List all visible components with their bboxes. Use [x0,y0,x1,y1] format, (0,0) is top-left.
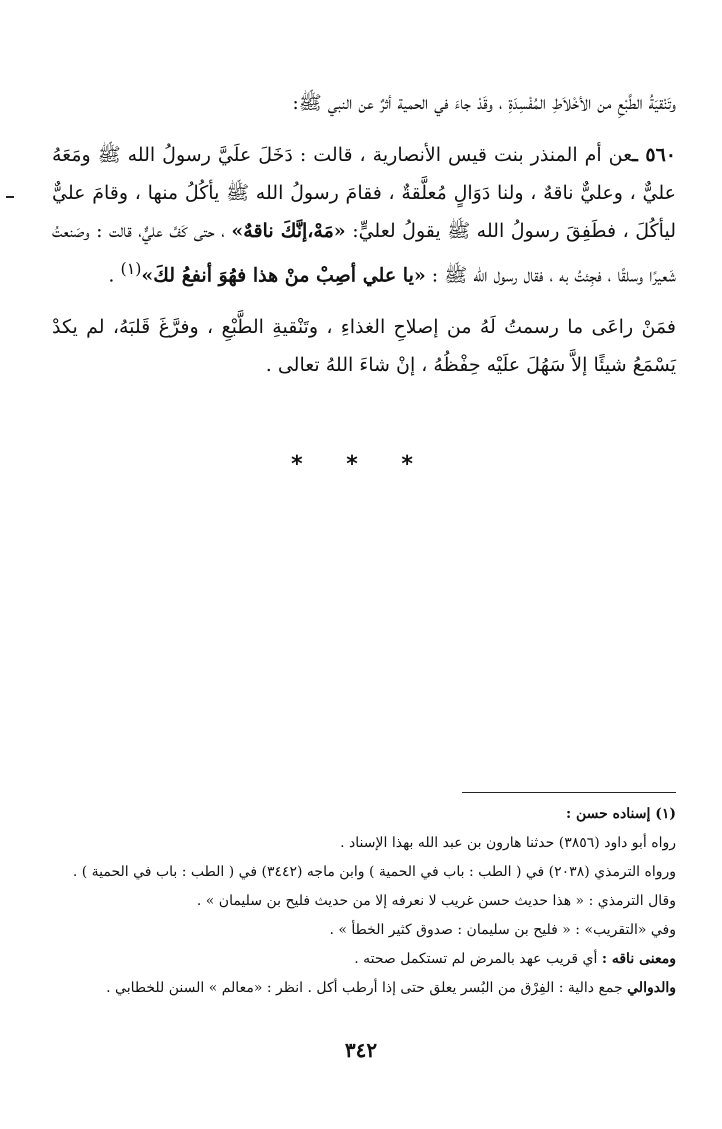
hadith-end: . [108,264,121,287]
margin-mark [6,196,14,198]
hadith-number: ٥٦٠ ـ [632,144,676,166]
meaning-label: ومعنى ناقه : [601,951,676,967]
footnote-heading: (١) إسناده حسن : [565,806,676,822]
page-number: ٣٤٢ [344,1038,378,1062]
hadith-text-2: ، حتى كَفَّ عليٌّ، قالت : وصَنعتُ شَعيرًا وسلقًا ، فجِئتُ به ، فقال رسول الله ﷺ : [52,220,676,287]
closing-text: فمَنْ راعَى ما رسمتُ لَهُ من إصلاحِ الغذاءِ ، وتَنْقيةِ الطَّبْعِ ، وفرَّغَ قَلبَهُ، لم يكدْ يَسْمَعُ شيئًا إلاَّ سَهُلَ علَيْه حِفْظُهُ ، إنْ شاءَ اللهُ تعالى . [52,316,676,377]
intro-text: وتَنْقيَةُ الطَّبْعِ من الأخْلاَطِ المُفْسِدَةِ ، وقَدْ جاءَ في الحمية أثرٌ عن النبي ﷺ: [292,92,676,114]
closing-paragraph [52,308,676,384]
footnote-line: وقال الترمذي : « هذا حديث حسن غريب لا نعرفه إلا من حديث فليح بن سليمان » . [196,893,676,909]
footnotes [52,800,676,1003]
footnote-line: ورواه الترمذي (٢٠٣٨) في ( الطب : باب في الحمية ) وابن ماجه (٣٤٤٢) في ( الطب : باب في الحمية ) . [72,864,676,880]
hadith-quote-2: «يا علي أصِبْ منْ هذا فهُوَ أنفعُ لكَ» [141,264,426,287]
footnote-line: رواه أبو داود (٣٨٥٦) حدثنا هارون بن عبد الله بهذا الإسناد . [340,835,676,851]
main-text [52,84,676,384]
footnote-rule [462,792,676,793]
hadith-quote-1: «مَهْ،إنَّكَ ناقهٌ» [231,220,346,242]
hadith-text: عن أم المنذر بنت قيس الأنصارية ، قالت : دَخَلَ علَيَّ رسولُ الله ﷺ ومَعَهُ عليٌّ ، وعليٌّ ناقهٌ ، ولنا دَوَالٍ مُعلَّقةٌ ، فقامَ رسولُ الله ﷺ يأكُلُ منها ، وقامَ عليٌّ ليأكُلَ ، فطَفِقَ رسولُ الله ﷺ يقولُ لعليٍّ: [52,144,676,242]
meaning-text: أي قريب عهد بالمرض لم تستكمل صحته . [354,951,598,967]
intro-paragraph [52,84,676,122]
dawali-text: جمع دالية : الفِرْق من البُسر يعلق حتى إذا أرطب أكل . انظر : «معالم » السنن للخطابي . [106,980,623,996]
hadith-paragraph [52,136,676,294]
footnote-dawali [52,974,676,1003]
footnote-reference: (١) [120,259,142,278]
dawali-label: والدوالي [627,980,676,996]
footnote-line: وفي «التقريب» : « فليح بن سليمان : صدوق كثير الخطأ » . [329,922,676,938]
footnote-meaning [52,945,676,974]
section-separator: * * * [291,452,431,477]
